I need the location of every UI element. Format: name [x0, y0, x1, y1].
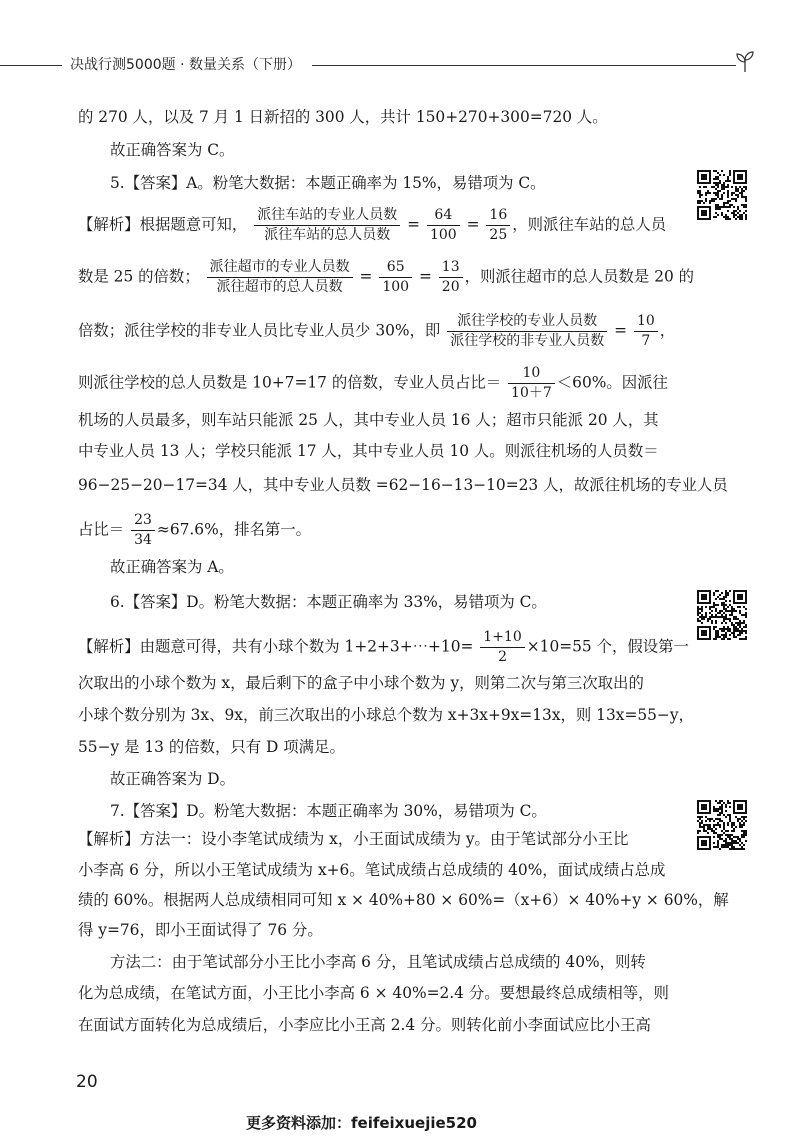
paragraph-line: 的 270 人，以及 7 月 1 日新招的 300 人，共计 150+270+300=720 人。 [78, 108, 608, 126]
text: 方法一：设小李笔试成绩为 x，小王面试成绩为 y。由于笔试部分小王比 [139, 830, 629, 848]
q6-conclusion: 故正确答案为 D。 [110, 770, 235, 788]
fraction-denominator: 20 [441, 279, 460, 295]
fraction-denominator: 派往超市的总人员数 [216, 279, 343, 295]
q5-analysis-line-7: 96−25−20−17=34 人，其中专业人员数 =62−16−13−10=23 人，故派往机场的专业人员 [78, 476, 728, 494]
q7-analysis-label: 【解析】 [78, 830, 140, 848]
fraction-numerator: 1+10 [480, 628, 524, 648]
fraction-denominator: 10＋7 [511, 385, 552, 401]
fraction [379, 258, 412, 297]
text: 占比＝ [78, 520, 125, 539]
fraction-numerator: 派往超市的专业人员数 [207, 258, 353, 278]
q6-answer-text: D。粉笔大数据：本题正确率为 33%，易错项为 C。 [186, 593, 547, 611]
page-number: 20 [76, 1072, 98, 1092]
fraction [439, 258, 463, 297]
fraction-numerator: 13 [439, 258, 463, 278]
q7-number: 7. [110, 802, 125, 820]
q5-answer-text: A。粉笔大数据：本题正确率为 15%，易错项为 C。 [186, 174, 546, 192]
q6-answer-line [110, 591, 547, 613]
q6-analysis-line-2: 次取出的小球个数为 x，最后剩下的盒子中小球个数为 y，则第二次与第三次取出的 [78, 674, 644, 692]
fraction [508, 364, 555, 403]
text: ×10=55 个，假设第一 [526, 637, 689, 656]
fraction [447, 312, 607, 351]
fraction-numerator: 10 [634, 312, 658, 332]
q7-answer-label: 【答案】 [124, 802, 187, 820]
fraction [480, 628, 524, 667]
fraction [486, 206, 510, 245]
fraction-numerator: 10 [508, 364, 555, 384]
q7-answer-line [110, 800, 547, 822]
fraction-denominator: 100 [429, 227, 457, 243]
q5-analysis-line-5: 机场的人员最多，则车站只能派 25 人，其中专业人员 16 人；超市只能派 20 人，其 [78, 411, 659, 429]
fraction-numerator: 派往车站的专业人员数 [254, 206, 400, 226]
q6-answer-label: 【答案】 [124, 593, 187, 611]
q5-conclusion: 故正确答案为 A。 [110, 558, 234, 576]
q6-number: 6. [110, 593, 125, 611]
fraction-numerator: 64 [427, 206, 460, 226]
text: 由题意可得，共有小球个数为 1+2+3+⋯+10= [139, 637, 474, 656]
text: 则派往学校的总人员数是 10+7=17 的倍数，专业人员占比＝ [78, 373, 502, 392]
q7-method2-line-2: 化为总成绩，在笔试方面，小王比小李高 6 × 40%=2.4 分。要想最终总成绩相等，则 [78, 984, 669, 1002]
sprout-icon [734, 50, 756, 74]
q5-analysis-label: 【解析】 [78, 215, 140, 234]
q7-analysis-line-4: 得 y=76，即小王面试得了 76 分。 [78, 921, 323, 939]
q5-analysis-line-4 [78, 364, 668, 403]
fraction [131, 511, 155, 550]
q6-analysis-label: 【解析】 [78, 637, 140, 656]
header-rule-right [312, 65, 736, 66]
fraction-denominator: 派往车站的总人员数 [264, 227, 391, 243]
q5-answer-line [110, 172, 546, 194]
q5-analysis-line-3: 倍数；派往学校的非专业人员比专业人员少 30%，即 $\frac{\text{派往学校的专业人员数}}{\text{派往学校的非专业人员数}}$ = $\frac{10}{7}$ ， [78, 313, 676, 349]
q6-analysis-line-1 [78, 628, 689, 667]
fraction [254, 206, 400, 245]
footer-note: 更多资料添加：feifeixuejie520 [246, 1114, 477, 1132]
text: 倍数；派往学校的非专业人员比专业人员少 30%，即 [78, 321, 441, 340]
q7-method2-line-3: 在面试方面转化为总成绩后，小李应比小王高 2.4 分。则转化前小李面试应比小王高 [78, 1016, 651, 1034]
book-title: 决战行测5000题 · 数量关系（下册） [70, 57, 301, 73]
conclusion-prev: 故正确答案为 C。 [110, 141, 235, 159]
fraction-numerator: 23 [131, 511, 155, 531]
q5-analysis-line-8 [78, 511, 311, 550]
fraction-denominator: 7 [641, 333, 651, 349]
header-rule-left [0, 65, 62, 66]
running-header [0, 48, 800, 78]
q5-analysis-line-1: 【解析】根据题意可知， $\frac{\text{派往车站的专业人员数}}{\text{派往车站的总人员数}}$ = $\frac{64}{100}$ = $\frac{16}{25}$ ，则派往车站的总人员 [78, 207, 667, 243]
fraction-numerator: 65 [379, 258, 412, 278]
q5-answer-label: 【答案】 [124, 174, 187, 192]
fraction-denominator: 34 [134, 532, 152, 548]
fraction-denominator: 100 [382, 279, 410, 295]
qr-code-icon[interactable] [697, 800, 747, 850]
q5-analysis-line-6: 中专业人员 13 人；学校只能派 17 人，其中专业人员 10 人。则派往机场的人员数＝ [78, 442, 659, 460]
fraction-denominator: 2 [498, 649, 507, 665]
q5-analysis-line-2: 数是 25 的倍数； $\frac{\text{派往超市的专业人员数}}{\text{派往超市的总人员数}}$ = $\frac{65}{100}$ = $\frac{13}{20}$ ，则派往超市的总人员数是 20 的 [78, 259, 695, 295]
qr-code-icon[interactable] [697, 170, 747, 220]
fraction-numerator: 16 [486, 206, 510, 226]
fraction [634, 312, 658, 351]
q7-analysis-line-1 [78, 828, 628, 850]
q7-analysis-line-2: 小李高 6 分，所以小王笔试成绩为 x+6。笔试成绩占总成绩的 40%，面试成绩占总成 [78, 861, 666, 879]
q7-method2-line-1: 方法二：由于笔试部分小王比小李高 6 分，且笔试成绩占总成绩的 40%，则转 [110, 953, 646, 971]
fraction-denominator: 25 [489, 227, 508, 243]
q6-analysis-line-4: 55−y 是 13 的倍数，只有 D 项满足。 [78, 738, 345, 756]
text: ，则派往车站的总人员 [512, 215, 667, 234]
fraction [427, 206, 460, 245]
fraction-denominator: 派往学校的非专业人员数 [450, 333, 605, 349]
text: 数是 25 的倍数； [78, 267, 200, 286]
q7-analysis-line-3: 绩的 60%。根据两人总成绩相同可知 x × 40%+80 × 60%=（x+6）× 40%+y × 60%，解 [78, 891, 729, 909]
text: ，则派往超市的总人员数是 20 的 [464, 267, 695, 286]
fraction-numerator: 派往学校的专业人员数 [447, 312, 607, 332]
q7-answer-text: D。粉笔大数据：本题正确率为 30%，易错项为 C。 [186, 802, 547, 820]
text: ≈67.6%，排名第一。 [156, 520, 312, 539]
qr-code-icon[interactable] [697, 590, 747, 640]
text: 根据题意可知， [139, 215, 248, 234]
q6-analysis-line-3: 小球个数分别为 3x、9x，前三次取出的小球总个数为 x+3x+9x=13x，则 13x=55−y， [78, 706, 694, 724]
text: ＜60%。因派往 [556, 373, 668, 392]
q5-number: 5. [110, 174, 125, 192]
fraction [207, 258, 353, 297]
